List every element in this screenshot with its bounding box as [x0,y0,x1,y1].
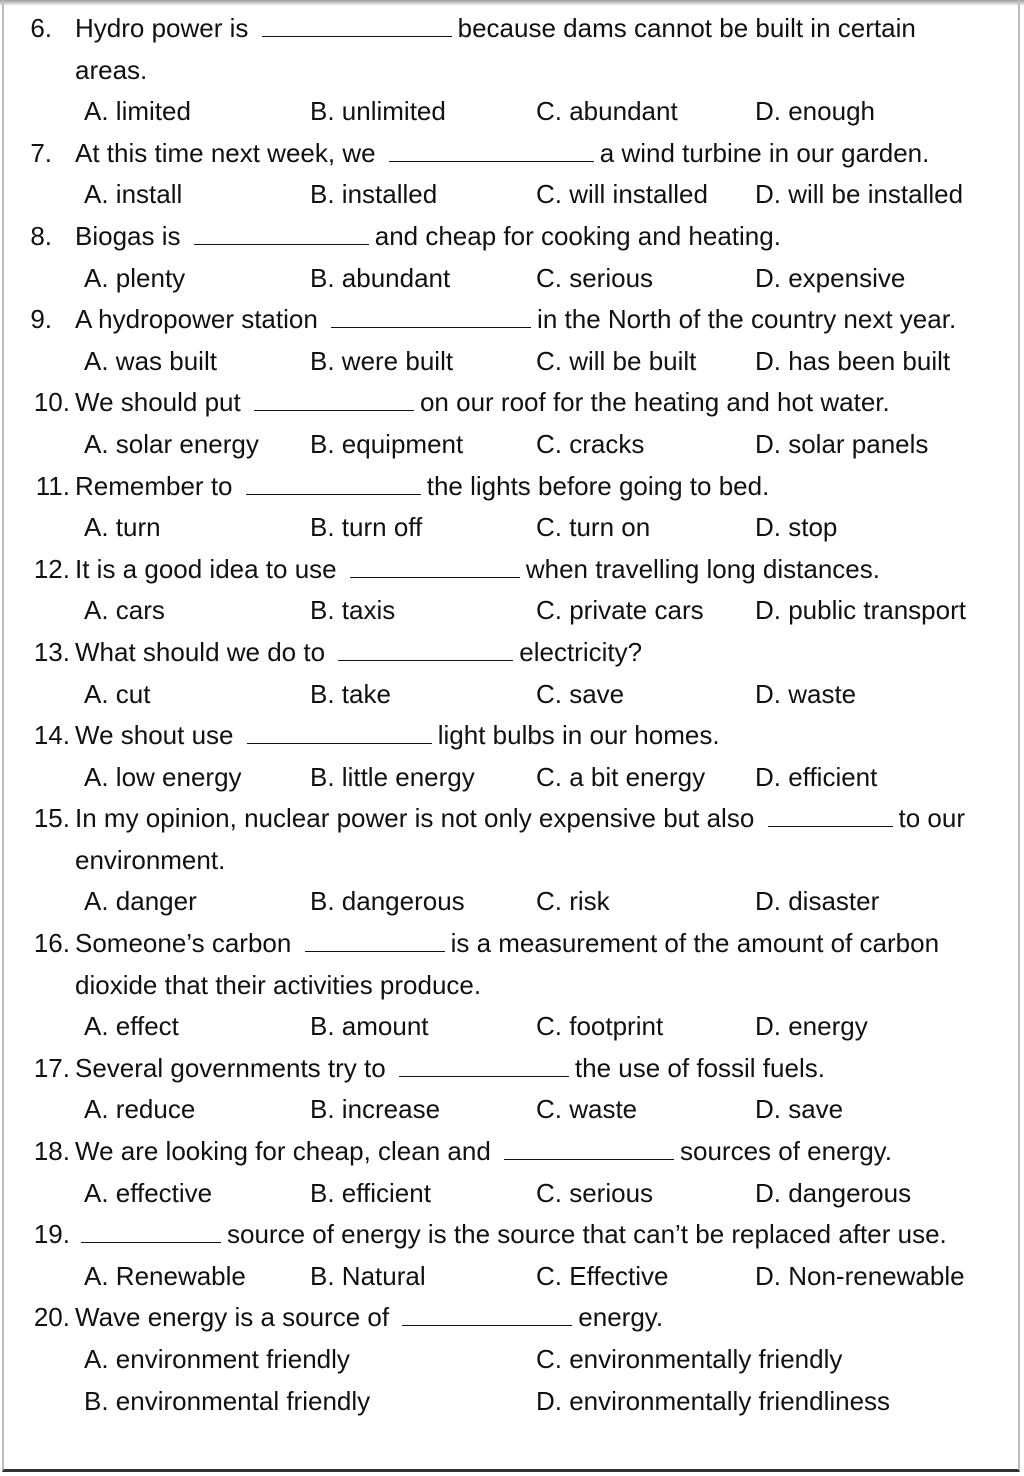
answer-option[interactable]: D. expensive [755,262,906,293]
question-text: We should put [75,387,248,418]
question-text: Several governments try to [75,1052,393,1083]
answer-option[interactable]: B. dangerous [310,886,465,917]
answer-options [0,507,1024,549]
answer-option[interactable]: B. environmental friendly [84,1385,371,1416]
question-text: is a measurement of the amount of carbon dioxide that their activities produce. [75,928,940,1000]
answer-option[interactable]: D. save [755,1094,844,1125]
question-14 [0,715,1024,798]
question-stem [0,715,1024,757]
answer-option[interactable]: A. low energy [84,761,242,792]
answer-option[interactable]: B. efficient [310,1177,431,1208]
question-stem [0,549,1024,591]
answer-options [0,424,1024,466]
answer-option[interactable]: D. environmentally friendliness [536,1385,891,1416]
question-9 [0,299,1024,382]
answer-options [0,1256,1024,1298]
question-10 [0,382,1024,465]
answer-options [0,174,1024,216]
answer-option[interactable]: B. abundant [310,262,451,293]
answer-options [0,341,1024,383]
answer-options [0,1173,1024,1215]
question-18 [0,1131,1024,1214]
answer-option[interactable]: C. will be built [536,345,697,376]
question-stem [0,382,1024,424]
answer-option[interactable]: A. cars [84,595,165,626]
question-stem [0,798,1024,881]
question-number: 16. [33,928,70,959]
answer-option[interactable]: A. effective [84,1177,213,1208]
answer-option[interactable]: C. save [536,678,625,709]
answer-options [0,1381,1024,1423]
answer-option[interactable]: D. solar panels [755,428,929,459]
question-20 [0,1297,1024,1422]
answer-option[interactable]: C. cracks [536,428,645,459]
answer-option[interactable]: D. disaster [755,886,880,917]
answer-blank[interactable] [402,1301,572,1326]
question-12 [0,549,1024,632]
question-text: light bulbs in our homes. [437,720,720,751]
answer-option[interactable]: B. turn off [310,512,423,543]
question-stem [0,299,1024,341]
answer-option[interactable]: D. Non-renewable [755,1260,965,1291]
question-text: because dams cannot be built in certain areas. [75,13,916,85]
answer-option[interactable]: B. little energy [310,761,475,792]
question-stem [0,466,1024,508]
question-text: Biogas is [75,220,188,251]
answer-option[interactable]: A. install [84,179,183,210]
question-text: the lights before going to bed. [426,470,770,501]
question-text: We shout use [75,720,241,751]
answer-option[interactable]: A. plenty [84,262,186,293]
question-stem [0,8,1024,91]
answer-option[interactable]: D. public transport [755,595,966,626]
question-stem [0,632,1024,674]
question-number: 7. [30,137,52,168]
question-number: 19. [33,1219,70,1250]
question-text: energy. [578,1302,664,1333]
question-7 [0,133,1024,216]
question-text: and cheap for cooking and heating. [374,220,781,251]
answer-option[interactable]: C. environmentally friendly [536,1344,843,1374]
answer-options [0,757,1024,799]
answer-option[interactable]: A. Renewable [84,1260,246,1291]
question-19 [0,1214,1024,1297]
answer-options [0,1089,1024,1131]
answer-option[interactable]: C. footprint [536,1011,664,1042]
answer-blank[interactable] [768,802,893,827]
question-stem [0,216,1024,258]
answer-option[interactable]: B. were built [310,345,454,376]
question-text: Someone’s carbon [75,928,299,959]
question-stem [0,1131,1024,1173]
question-text: At this time next week, we [75,137,383,168]
question-number: 17. [33,1052,70,1083]
question-number: 14. [33,720,70,751]
answer-blank[interactable] [399,1052,569,1077]
question-number: 15. [33,803,70,834]
answer-options [0,1006,1024,1048]
question-stem [0,1297,1024,1339]
answer-option[interactable]: C. waste [536,1094,638,1125]
question-text: What should we do to [75,636,333,667]
question-stem [0,1048,1024,1090]
answer-option[interactable]: C. Effective [536,1260,669,1291]
question-13 [0,632,1024,715]
answer-options [0,258,1024,300]
question-6 [0,8,1024,133]
answer-option[interactable]: A. turn [84,512,161,543]
answer-option[interactable]: B. increase [310,1094,441,1125]
answer-option[interactable]: B. unlimited [310,96,446,127]
answer-option[interactable]: D. waste [755,678,857,709]
answer-option[interactable]: B. take [310,678,391,709]
answer-option[interactable]: C. serious [536,1177,654,1208]
answer-option[interactable]: A. cut [84,678,151,709]
answer-blank[interactable] [81,1218,221,1243]
answer-blank[interactable] [305,927,445,952]
quiz-list [0,8,1024,1422]
answer-blank[interactable] [504,1135,674,1160]
answer-option[interactable]: B. taxis [310,595,396,626]
answer-blank[interactable] [389,137,594,162]
answer-blank[interactable] [254,386,414,411]
question-text: sources of energy. [680,1136,892,1167]
answer-option[interactable]: D. stop [755,512,838,543]
question-number: 8. [30,220,52,251]
question-number: 6. [30,13,52,43]
answer-blank[interactable] [350,553,520,578]
question-text: when travelling long distances. [525,553,880,584]
question-17 [0,1048,1024,1131]
answer-option[interactable]: A. reduce [84,1094,196,1125]
answer-options [0,1339,1024,1381]
answer-option[interactable]: B. Natural [310,1260,426,1291]
answer-option[interactable]: B. installed [310,179,438,210]
answer-option[interactable]: D. dangerous [755,1177,912,1208]
answer-option[interactable]: A. effect [84,1011,179,1042]
question-stem [0,133,1024,175]
answer-option[interactable]: C. turn on [536,512,651,543]
answer-option[interactable]: C. private cars [536,595,704,626]
question-15 [0,798,1024,923]
answer-option[interactable]: C. will installed [536,179,708,210]
answer-option[interactable]: C. abundant [536,96,678,127]
question-text: A hydropower station [75,304,326,335]
question-text: electricity? [519,636,643,667]
question-text: Remember to [75,470,240,501]
answer-option[interactable]: B. equipment [310,428,464,459]
question-number: 9. [30,304,52,335]
question-number: 20. [33,1302,70,1333]
question-text: the use of fossil fuels. [574,1052,825,1083]
question-text: to our environment. [75,803,965,875]
answer-options [0,590,1024,632]
question-8 [0,216,1024,299]
question-11 [0,466,1024,549]
answer-option[interactable]: C. serious [536,262,654,293]
answer-option[interactable]: D. efficient [755,761,878,792]
question-text: source of energy is the source that can’t be replaced after use. [227,1219,947,1250]
answer-option[interactable]: A. environment friendly [84,1344,350,1374]
answer-options [0,674,1024,716]
answer-blank[interactable] [194,220,369,245]
answer-blank[interactable] [331,303,531,328]
answer-blank[interactable] [246,470,421,495]
question-text: in the North of the country next year. [537,304,957,335]
question-text: It is a good idea to use [75,553,344,584]
answer-blank[interactable] [247,719,432,744]
question-number: 18. [33,1136,70,1167]
answer-option[interactable]: D. enough [755,96,875,127]
answer-option[interactable]: C. risk [536,886,610,917]
question-text: on our roof for the heating and hot water. [419,387,890,418]
question-number: 13. [33,636,70,667]
answer-option[interactable]: A. limited [84,96,191,127]
answer-blank[interactable] [262,12,452,37]
answer-option[interactable]: B. amount [310,1011,429,1042]
answer-option[interactable]: C. a bit energy [536,761,706,792]
question-number: 11. [35,470,70,501]
answer-option[interactable]: D. will be installed [755,179,964,210]
question-number: 12. [33,553,70,584]
question-16 [0,923,1024,1048]
question-text: In my opinion, nuclear power is not only expensive but also [75,803,762,834]
answer-option[interactable]: D. energy [755,1011,868,1042]
question-text: a wind turbine in our garden. [599,137,930,168]
question-text: Wave energy is a source of [75,1302,397,1333]
answer-option[interactable]: A. danger [84,886,197,917]
answer-option[interactable]: D. has been built [755,345,951,376]
question-text: We are looking for cheap, clean and [75,1136,499,1167]
answer-options [0,91,1024,133]
answer-options [0,881,1024,923]
answer-blank[interactable] [338,636,513,661]
answer-option[interactable]: A. solar energy [84,428,259,459]
answer-option[interactable]: A. was built [84,345,217,376]
question-stem [0,923,1024,1006]
question-number: 10. [33,387,70,418]
question-stem [0,1214,1024,1256]
question-text: Hydro power is [75,13,256,43]
